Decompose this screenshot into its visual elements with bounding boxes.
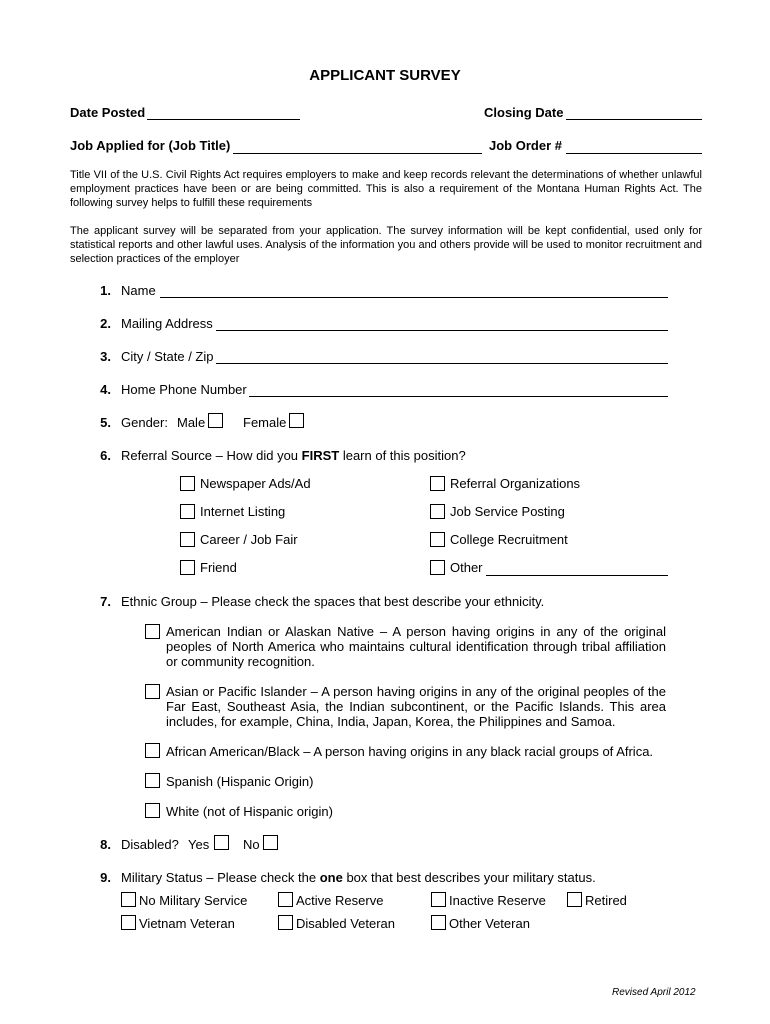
referral-organizations-label: Referral Organizations (450, 476, 581, 491)
gender-male-checkbox[interactable] (208, 413, 223, 428)
military-other-veteran-checkbox[interactable] (431, 915, 446, 930)
question-number: 3. (100, 349, 111, 364)
referral-newspaper-checkbox[interactable] (180, 476, 195, 491)
ethnic-group-label: Ethnic Group – Please check the spaces that best describe your ethnicity. (121, 594, 545, 609)
referral-college-label: College Recruitment (450, 532, 568, 547)
question-number: 6. (100, 448, 111, 463)
military-active-reserve-checkbox[interactable] (278, 892, 293, 907)
military-vietnam-checkbox[interactable] (121, 915, 136, 930)
ethnic-american-indian-label: American Indian or Alaskan Native – A person having origins in any of the original peoples of North America who maintains cultural identification through tribal affiliation or community recognition. (166, 624, 666, 669)
military-retired-label: Retired (585, 893, 627, 908)
city-state-zip-label: City / State / Zip (121, 349, 214, 364)
military-retired-checkbox[interactable] (567, 892, 582, 907)
question-number: 2. (100, 316, 111, 331)
disabled-label: Disabled? (121, 837, 179, 852)
intro-paragraph-2: The applicant survey will be separated from your application. The survey information will be kept confidential, used only for statistical reports and other lawful uses. Analysis of the information you and others provide will be used to monitor recruitment and selection practices of the employer (70, 225, 702, 265)
military-vietnam-label: Vietnam Veteran (139, 916, 235, 931)
disabled-yes-label: Yes (188, 837, 210, 852)
closing-date-label: Closing Date (484, 105, 564, 120)
question-number: 4. (100, 382, 111, 397)
referral-college-checkbox[interactable] (430, 532, 445, 547)
ethnic-asian-pacific-checkbox[interactable] (145, 684, 160, 699)
city-state-zip-field[interactable] (216, 363, 668, 364)
referral-career-fair-checkbox[interactable] (180, 532, 195, 547)
military-disabled-veteran-checkbox[interactable] (278, 915, 293, 930)
referral-source-label: Referral Source – How did you FIRST learn of this position? (121, 448, 466, 463)
ethnic-hispanic-label: Spanish (Hispanic Origin) (166, 774, 314, 789)
job-applied-label: Job Applied for (Job Title) (70, 138, 231, 153)
home-phone-field[interactable] (249, 396, 668, 397)
intro-paragraph-1: Title VII of the U.S. Civil Rights Act requires employers to make and keep records relevant the determinations of whether unlawful employment practices have been or are being committed. This is also a requirement of the Montana Human Rights Act. The following survey helps to fulfill these requirements (70, 169, 702, 209)
ethnic-african-american-checkbox[interactable] (145, 743, 160, 758)
name-label: Name (121, 283, 156, 298)
referral-internet-checkbox[interactable] (180, 504, 195, 519)
date-posted-field[interactable] (147, 119, 300, 120)
disabled-no-label: No (243, 837, 260, 852)
referral-other-field[interactable] (486, 575, 668, 576)
ethnic-american-indian-checkbox[interactable] (145, 624, 160, 639)
referral-other-checkbox[interactable] (430, 560, 445, 575)
military-inactive-reserve-checkbox[interactable] (431, 892, 446, 907)
job-order-field[interactable] (566, 153, 702, 154)
referral-organizations-checkbox[interactable] (430, 476, 445, 491)
job-applied-field[interactable] (233, 153, 482, 154)
gender-male-label: Male (177, 415, 206, 430)
question-number: 1. (100, 283, 111, 298)
mailing-address-field[interactable] (216, 330, 668, 331)
gender-female-label: Female (243, 415, 287, 430)
ethnic-white-checkbox[interactable] (145, 803, 160, 818)
question-number: 8. (100, 837, 111, 852)
question-number: 5. (100, 415, 111, 430)
referral-friend-label: Friend (200, 560, 237, 575)
ethnic-white-label: White (not of Hispanic origin) (166, 804, 333, 819)
question-number: 9. (100, 870, 111, 885)
page-title: APPLICANT SURVEY (309, 67, 461, 84)
referral-friend-checkbox[interactable] (180, 560, 195, 575)
military-none-label: No Military Service (139, 893, 248, 908)
referral-internet-label: Internet Listing (200, 504, 286, 519)
revision-note: Revised April 2012 (612, 987, 696, 998)
ethnic-african-american-label: African American/Black – A person having origins in any black racial groups of Africa. (166, 744, 654, 759)
referral-newspaper-label: Newspaper Ads/Ad (200, 476, 311, 491)
question-number: 7. (100, 594, 111, 609)
military-inactive-reserve-label: Inactive Reserve (449, 893, 546, 908)
military-other-veteran-label: Other Veteran (449, 916, 530, 931)
name-field[interactable] (160, 297, 668, 298)
military-disabled-veteran-label: Disabled Veteran (296, 916, 396, 931)
gender-label: Gender: (121, 415, 168, 430)
referral-job-service-checkbox[interactable] (430, 504, 445, 519)
mailing-address-label: Mailing Address (121, 316, 213, 331)
date-posted-label: Date Posted (70, 105, 146, 120)
home-phone-label: Home Phone Number (121, 382, 247, 397)
disabled-yes-checkbox[interactable] (214, 835, 229, 850)
referral-other-label: Other (450, 560, 483, 575)
ethnic-asian-pacific-label: Asian or Pacific Islander – A person having origins in any of the original peoples of the Far East, Southeast Asia, the Indian subcontinent, or the Pacific Islands. This area includes, for example, China, India, Japan, Korea, the Philippines and Samoa. (166, 684, 666, 729)
ethnic-hispanic-checkbox[interactable] (145, 773, 160, 788)
gender-female-checkbox[interactable] (289, 413, 304, 428)
job-order-label: Job Order # (489, 138, 562, 153)
disabled-no-checkbox[interactable] (263, 835, 278, 850)
military-status-label: Military Status – Please check the one box that best describes your military status. (121, 870, 596, 885)
referral-job-service-label: Job Service Posting (450, 504, 565, 519)
closing-date-field[interactable] (566, 119, 702, 120)
military-active-reserve-label: Active Reserve (296, 893, 384, 908)
military-none-checkbox[interactable] (121, 892, 136, 907)
referral-career-fair-label: Career / Job Fair (200, 532, 298, 547)
